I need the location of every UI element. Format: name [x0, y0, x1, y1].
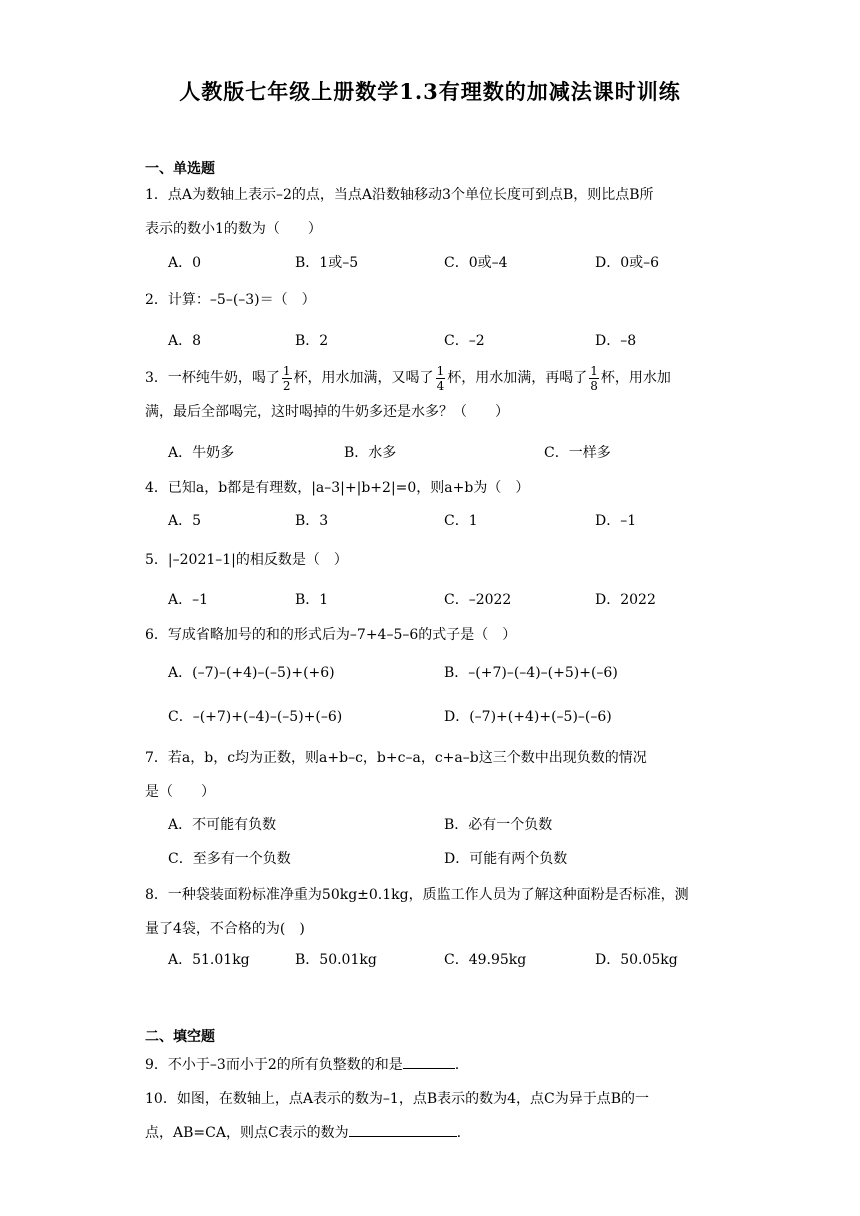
option-d[interactable]: D．–1	[595, 513, 637, 529]
option-d[interactable]: D．0或–6	[595, 255, 660, 271]
option-d[interactable]: D．50.05kg	[595, 952, 678, 968]
numerator: 1	[282, 363, 291, 378]
option-c[interactable]: C．49.95kg	[444, 952, 527, 968]
question-6	[145, 618, 720, 652]
option-a[interactable]: A．5	[168, 513, 202, 529]
question-6-options-row-1	[168, 658, 728, 688]
question-9-text: 9．不小于–3而小于2的所有负整数的和是	[145, 1057, 403, 1073]
option-b[interactable]: B．1或–5	[295, 255, 359, 271]
denominator: 4	[436, 378, 445, 393]
question-4	[145, 471, 720, 505]
denominator: 2	[282, 378, 291, 393]
q3-text-b: 杯，用水加满，又喝了	[293, 370, 434, 386]
question-10-line-2	[145, 1116, 720, 1150]
option-c[interactable]: C．–(+7)+(–4)–(–5)+(–6)	[168, 709, 343, 725]
option-b[interactable]: B．3	[295, 513, 329, 529]
q3-text-a: 3．一杯纯牛奶，喝了	[145, 370, 280, 386]
question-6-text: 6．写成省略加号的和的形式后为–7+4–5–6的式子是（ ）	[145, 627, 517, 643]
section-heading-single-choice: 一、单选题	[145, 161, 215, 177]
option-a[interactable]: A．牛奶多	[168, 445, 235, 461]
question-9-end: .	[454, 1057, 460, 1073]
fraction-one-half	[282, 364, 292, 393]
option-b[interactable]: B．必有一个负数	[444, 817, 553, 833]
option-a[interactable]: A．0	[168, 255, 202, 271]
question-9-line	[145, 1048, 720, 1082]
question-3-line-2: 满，最后全部喝完，这时喝掉的牛奶多还是水多？（ ）	[145, 404, 509, 420]
option-a[interactable]: A．(–7)–(+4)–(–5)+(+6)	[168, 665, 335, 681]
question-1	[145, 178, 720, 246]
option-d[interactable]: D．2022	[595, 592, 656, 608]
question-8-line-2: 量了4袋，不合格的为( )	[145, 921, 305, 937]
question-8	[145, 878, 720, 946]
option-d[interactable]: D．–8	[595, 333, 637, 349]
option-b[interactable]: B．50.01kg	[295, 952, 377, 968]
question-1-options	[168, 248, 728, 278]
question-3	[145, 361, 720, 429]
option-a[interactable]: A．8	[168, 333, 202, 349]
option-c[interactable]: C．1	[444, 513, 478, 529]
option-c[interactable]: C．–2022	[444, 592, 512, 608]
question-7-options-row-1	[168, 810, 728, 840]
question-4-options	[168, 506, 728, 536]
option-b[interactable]: B．2	[295, 333, 329, 349]
option-a[interactable]: A．–1	[168, 592, 209, 608]
question-5-options	[168, 585, 728, 615]
question-2-text: 2．计算：–5–(–3)＝（ ）	[145, 292, 316, 308]
option-a[interactable]: A．不可能有负数	[168, 817, 277, 833]
option-d[interactable]: D．(–7)+(+4)+(–5)–(–6)	[444, 709, 612, 725]
question-7-line-1: 7．若a，b，c均为正数，则a+b–c，b+c–a，c+a–b这三个数中出现负数的情况	[145, 750, 647, 766]
question-1-line-1: 1．点A为数轴上表示–2的点，当点A沿数轴移动3个单位长度可到点B，则比点B所	[145, 187, 654, 203]
question-5-text: 5．|–2021–1|的相反数是（ ）	[145, 552, 348, 568]
question-10	[145, 1082, 720, 1150]
question-6-options-row-2	[168, 702, 728, 732]
question-3-line-1	[145, 361, 720, 395]
option-d[interactable]: D．可能有两个负数	[444, 851, 568, 867]
option-b[interactable]: B．–(+7)–(–4)–(+5)+(–6)	[444, 665, 618, 681]
question-10-line-1: 10．如图，在数轴上，点A表示的数为–1，点B表示的数为4，点C为异于点B的一	[145, 1091, 650, 1107]
question-1-line-2: 表示的数小1的数为（ ）	[145, 221, 322, 237]
denominator: 8	[590, 378, 598, 393]
question-8-line-1: 8．一种袋装面粉标准净重为50kg±0.1kg，质监工作人员为了解这种面粉是否标准，测	[145, 887, 689, 903]
question-2-options	[168, 326, 728, 356]
section-heading-fill-in: 二、填空题	[145, 1029, 215, 1045]
question-7	[145, 741, 720, 809]
option-b[interactable]: B．水多	[344, 445, 397, 461]
page-title: 人教版七年级上册数学1.3有理数的加减法课时训练	[179, 79, 681, 104]
question-8-options	[168, 945, 728, 975]
option-c[interactable]: C．–2	[444, 333, 485, 349]
question-7-options-row-2	[168, 844, 728, 874]
fraction-one-eighth	[589, 364, 599, 393]
numerator: 1	[590, 363, 598, 378]
q3-text-d: 杯，用水加	[600, 370, 671, 386]
question-9	[145, 1048, 720, 1082]
option-c[interactable]: C．至多有一个负数	[168, 851, 291, 867]
option-b[interactable]: B．1	[295, 592, 329, 608]
numerator: 1	[436, 363, 445, 378]
answer-blank[interactable]	[403, 1052, 455, 1069]
question-7-line-2: 是（ ）	[145, 784, 215, 800]
question-4-text: 4．已知a，b都是有理数，|a–3|+|b+2|=0，则a+b为（ ）	[145, 480, 530, 496]
q3-text-c: 杯，用水加满，再喝了	[447, 370, 588, 386]
fraction-one-quarter	[436, 364, 446, 393]
question-2	[145, 283, 720, 317]
answer-blank[interactable]	[349, 1120, 457, 1137]
option-c[interactable]: C．一样多	[544, 445, 611, 461]
question-10-text: 点，AB=CA，则点C表示的数为	[145, 1125, 349, 1141]
question-3-options	[168, 438, 728, 468]
question-5	[145, 543, 720, 577]
question-10-end: .	[456, 1125, 462, 1141]
option-a[interactable]: A．51.01kg	[168, 952, 250, 968]
option-c[interactable]: C．0或–4	[444, 255, 508, 271]
